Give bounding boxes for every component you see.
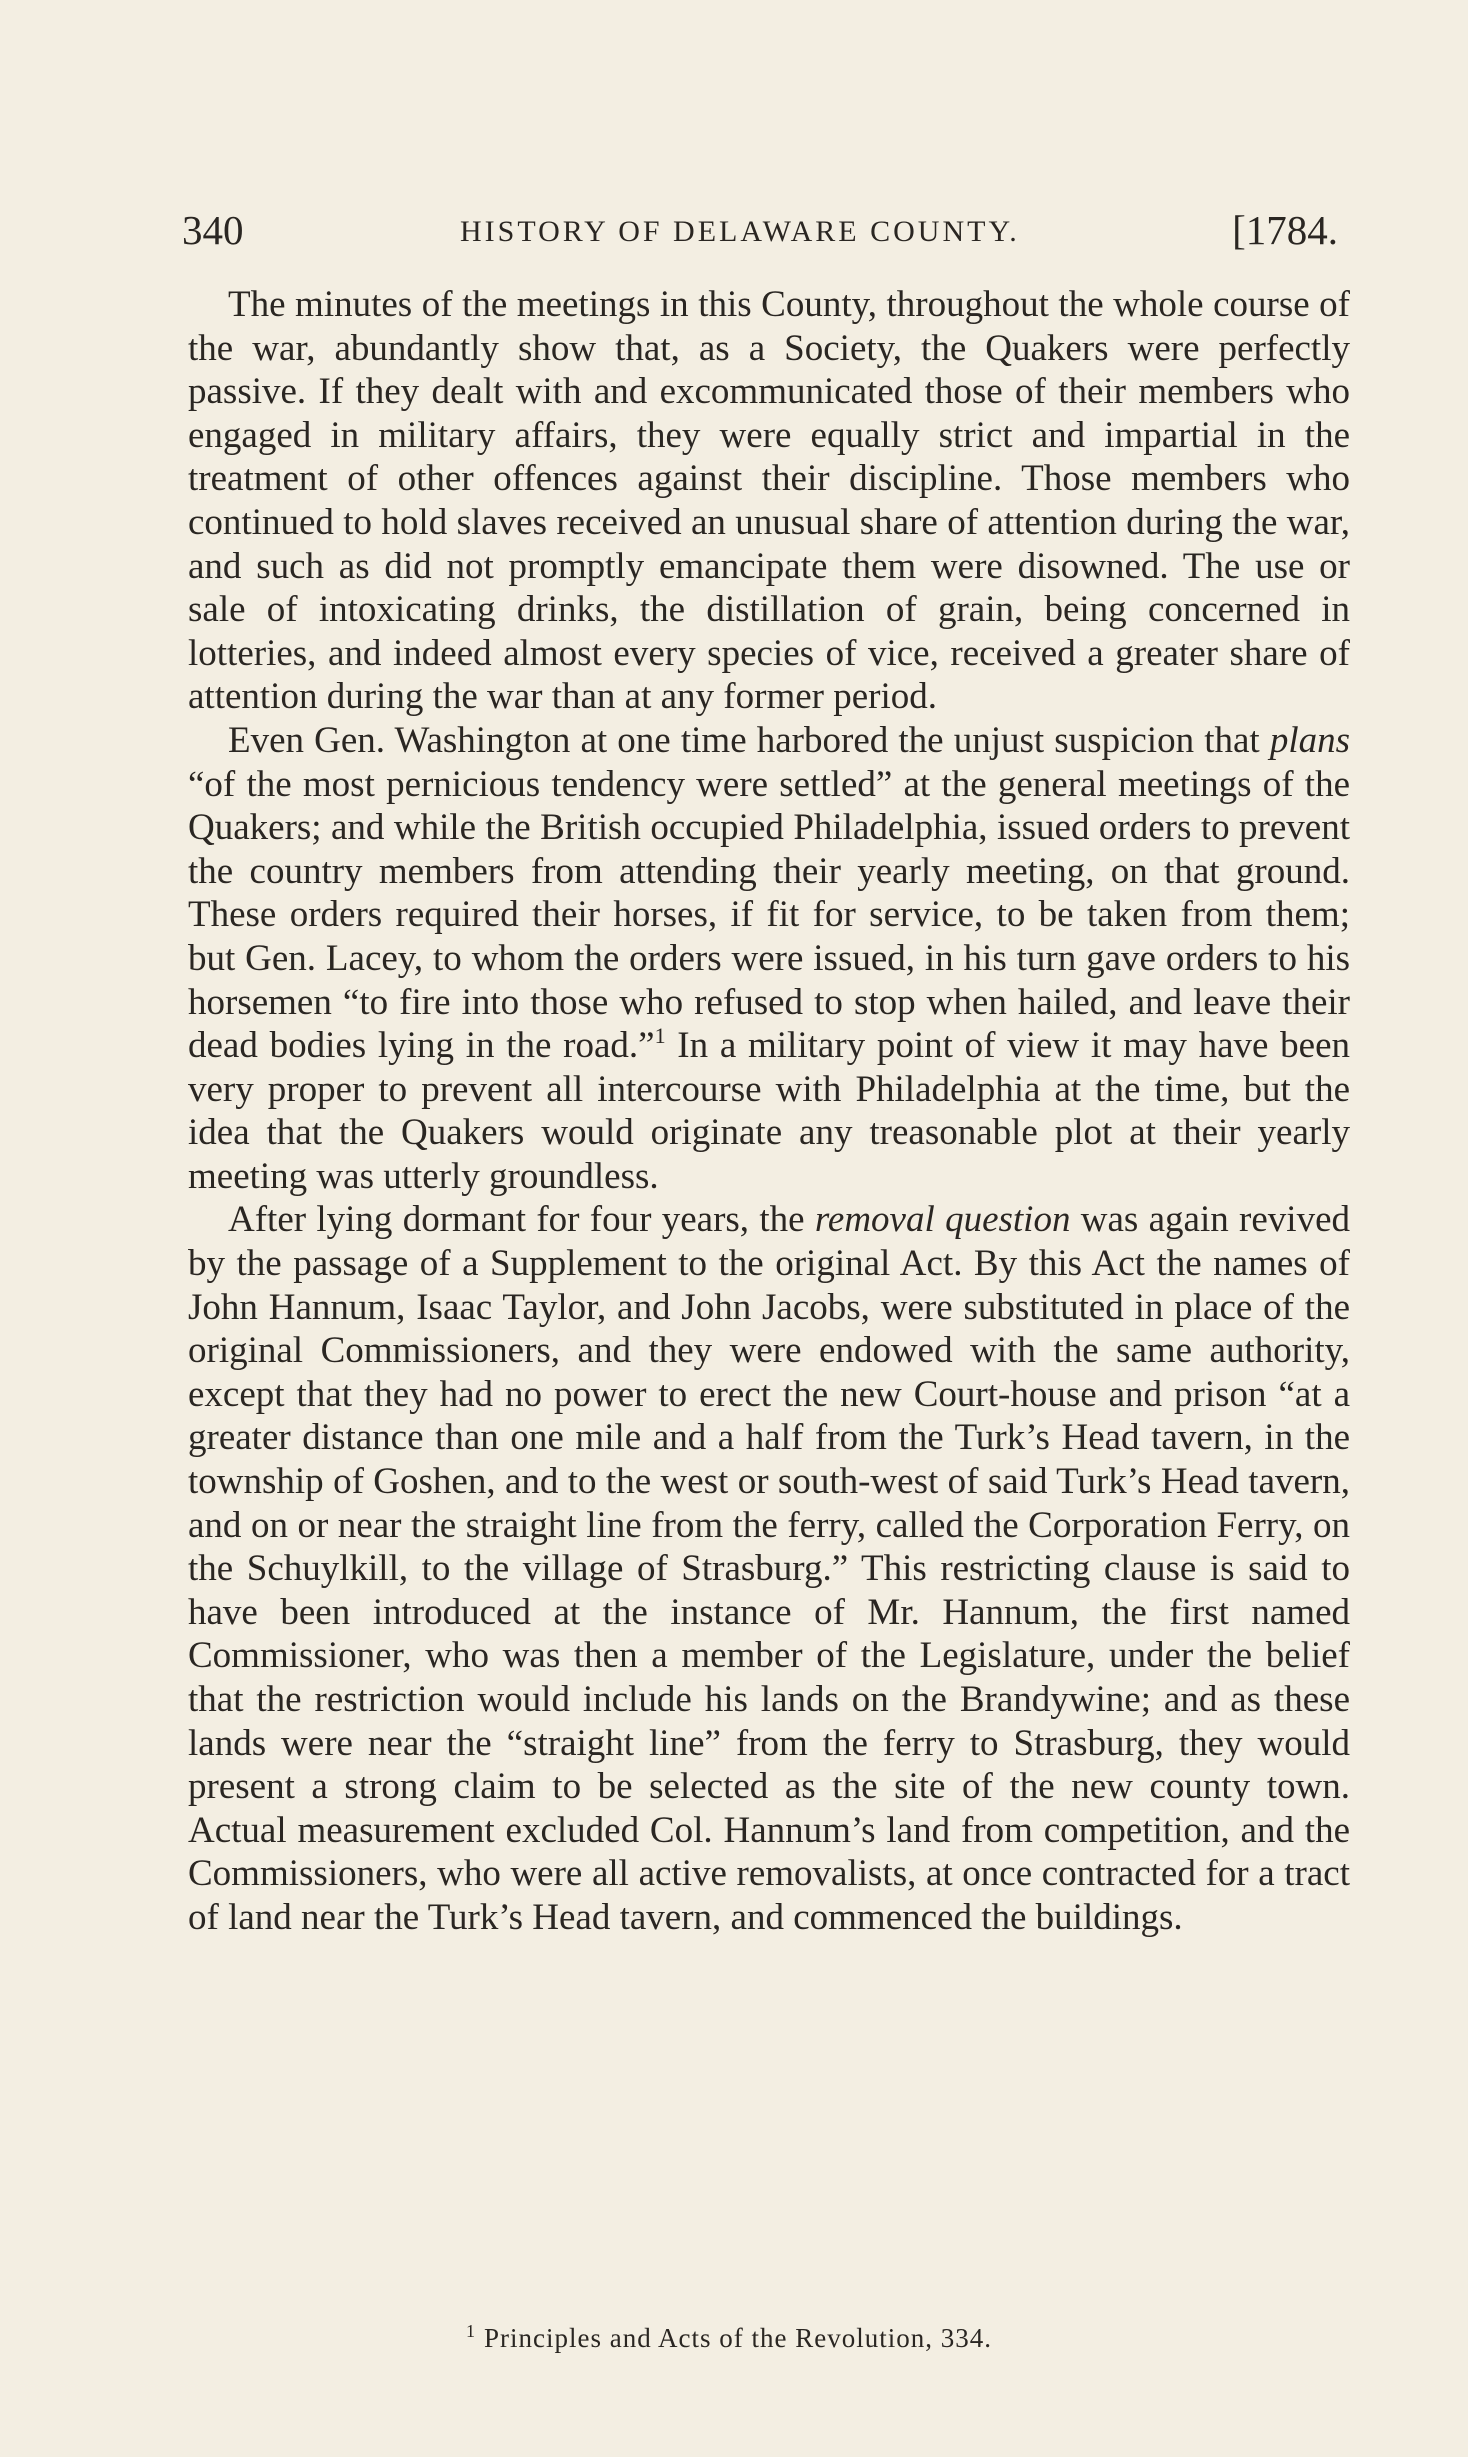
italic-term: plans	[1269, 719, 1350, 761]
header-year: [1784.	[1232, 207, 1338, 253]
footnote-reference: 1	[654, 1023, 666, 1049]
running-title: HISTORY OF DELAWARE COUNTY.	[460, 215, 1020, 248]
paragraph-text: The minutes of the meetings in this County, throughout the whole course of the war, abundantly show that, as a Society, the Quakers were perfectly passive. If they dealt with and excommunicated those of their members who engaged in military affairs, they were equally strict and impartial in the treatment of other offences against their discipline. Those members who continued to hold slaves received an unusual share of attention during the war, and such as did not promptly emancipate them were disowned. The use or sale of intoxicating drinks, the distillation of grain, being concerned in lotteries, and indeed almost every species of vice, received a greater share of attention during the war than at any former period.	[188, 284, 1350, 718]
footnote-text: Principles and Acts of the Revolution, 334.	[484, 2323, 992, 2353]
running-head	[182, 200, 1338, 260]
italic-term: removal question	[814, 1199, 1071, 1241]
footnote	[466, 2318, 992, 2358]
body-text	[188, 283, 1350, 1940]
paragraph-text: After lying dormant for four years, the	[228, 1199, 815, 1241]
paragraph-text: In a military point of view it may have been very proper to prevent all intercourse with Philadelphia at the time, but the idea that the Quakers would originate any treasonable plot at their yearly meeting was utterly groundless.	[188, 1025, 1351, 1197]
paragraph-washington-suspicion	[188, 719, 1350, 1199]
page-number: 340	[182, 207, 244, 253]
paragraph-removal-question	[188, 1198, 1350, 1939]
paragraph-text: “of the most pernicious tendency were settled” at the general meetings of the Quakers; and while the British occupied Philadelphia, issued orders to prevent the country members from attending their yearly meeting, on that ground. These orders required their horses, if fit for service, to be taken from them; but Gen. Lacey, to whom the orders were issued, in his turn gave orders to his horsemen “to fire into those who refused to stop when hailed, and leave their dead bodies lying in the road.”	[188, 763, 1350, 1067]
paragraph-text: was again revived by the passage of a Supplement to the original Act. By this Act the names of John Hannum, Isaac Taylor, and John Jacobs, were substituted in place of the original Commissioners, and they were endowed with the same authority, except that they had no power to erect the new Court-house and prison “at a greater distance than one mile and a half from the Turk’s Head tavern, in the township of Goshen, and to the west or south-west of said Turk’s Head tavern, and on or near the straight line from the ferry, called the Corporation Ferry, on the Schuylkill, to the village of Strasburg.” This restricting clause is said to have been introduced at the instance of Mr. Hannum, the first named Commissioner, who was then a member of the Legislature, under the belief that the restriction would include his lands on the Brandywine; and as these lands were near the “straight line” from the ferry to Strasburg, they would present a strong claim to be selected as the site of the new county town. Actual measurement excluded Col. Hannum’s land from competition, and the Commissioners, who were all active removalists, at once contracted for a tract of land near the Turk’s Head tavern, and commenced the buildings.	[188, 1199, 1350, 1938]
paragraph-text: Even Gen. Washington at one time harbored the unjust suspicion that	[228, 719, 1270, 761]
footnote-marker: 1	[466, 2321, 476, 2341]
paragraph-quaker-minutes	[188, 283, 1350, 719]
